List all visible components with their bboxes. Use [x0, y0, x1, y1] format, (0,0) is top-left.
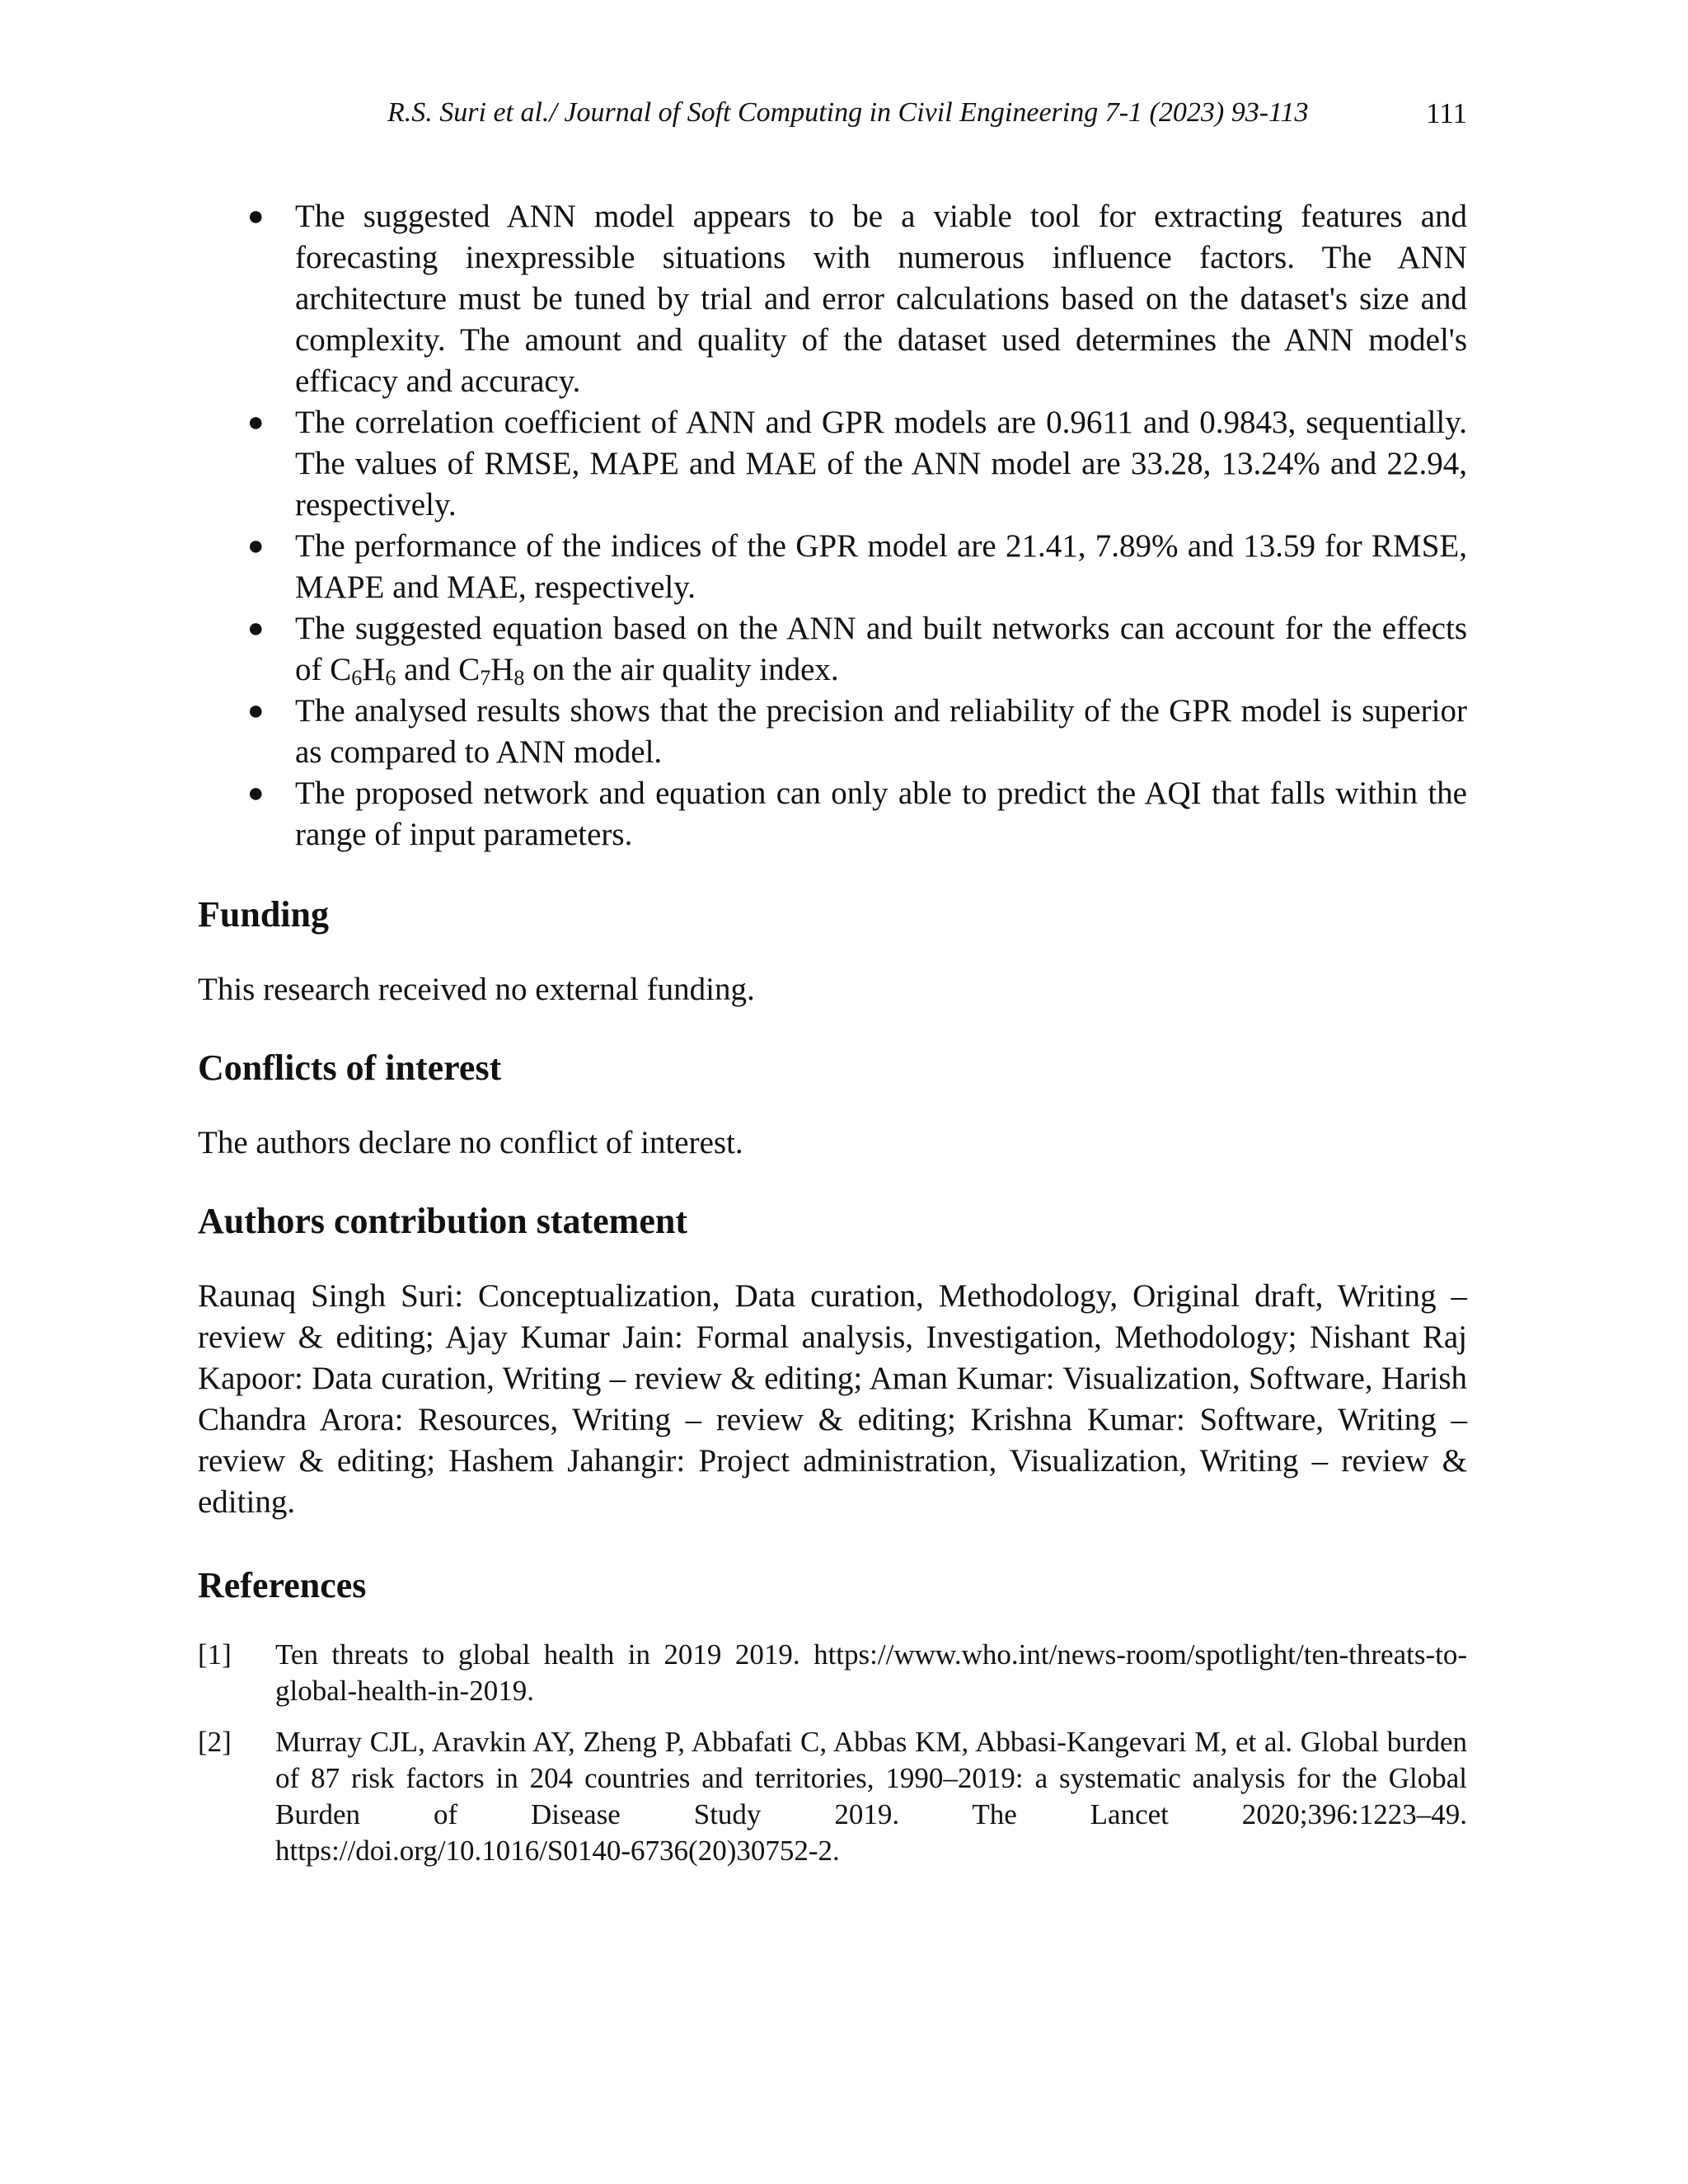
list-item-text: The correlation coefficient of ANN and GPR models are 0.9611 and 0.9843, sequentially.	[295, 405, 1467, 440]
funding-text: This research received no external funding.	[198, 972, 755, 1007]
bullet-icon: ●	[247, 613, 265, 644]
reference-number: [1]	[198, 1638, 232, 1671]
list-item	[198, 402, 1467, 526]
list-item-text: The values of RMSE, MAPE and MAE of the ANN model are 33.28, 13.24% and 22.94, respectively.	[295, 446, 1467, 523]
bullet-icon: ●	[247, 531, 265, 561]
running-header: R.S. Suri et al./ Journal of Soft Computing in Civil Engineering 7-1 (2023) 93-113	[387, 97, 1309, 128]
bullet-icon: ●	[247, 696, 265, 726]
reference-item	[198, 1637, 1467, 1709]
conclusions-list	[198, 196, 1467, 855]
reference-text: Murray CJL, Aravkin AY, Zheng P, Abbafati C, Abbas KM, Abbasi-Kangevari M, et al. Global burden of 87 risk factors in 204 countries and territories, 1990–2019: a systematic analysis for the Global Burden of Disease Study 2019. The Lancet 2020;396:1223–49.	[275, 1726, 1467, 1830]
conflicts-heading: Conflicts of interest	[198, 1047, 502, 1088]
reference-text: Ten threats to global health in 2019 2019. https://www.who.int/news-room/spotlight/ten-threats-to-global-health-in-2019.	[275, 1638, 1467, 1707]
list-item-text: The performance of the indices of the GPR model are 21.41, 7.89% and 13.59 for RMSE, MAPE and MAE, respectively.	[295, 528, 1467, 605]
contributions-text: Raunaq Singh Suri: Conceptualization, Data curation, Methodology, Original draft, Writing – review & editing; Ajay Kumar Jain: Formal analysis, Investigation, Methodology; Nishant Raj Kapoor: Data curation, Writing – review & editing; Aman Kumar: Visualization, Software, Harish Chandra Arora: Resources, Writing – review & editing; Krishna Kumar: Software, Writing – review & editing; Hashem Jahangir: Project administration, Visualization, Writing – review & editing.	[198, 1278, 1467, 1520]
list-item-text: The analysed results shows that the precision and reliability of the GPR model is superior as compared to ANN model.	[295, 693, 1467, 770]
references-list	[198, 1637, 1467, 1869]
page-content	[198, 196, 1467, 1884]
list-item-text: The proposed network and equation can only able to predict the AQI that falls within the range of input parameters.	[295, 776, 1467, 852]
list-item	[198, 608, 1467, 691]
list-item	[198, 773, 1467, 855]
bullet-icon: ●	[247, 778, 265, 808]
list-item	[198, 691, 1467, 773]
page-number: 111	[1426, 97, 1467, 129]
list-item-text: The suggested ANN model appears to be a viable tool for extracting features and forecasting inexpressible situations with numerous influence factors. The ANN architecture must be tuned by trial and error calculations based on the dataset's size and complexity. The amount and quality of the dataset used determines the ANN model's efficacy and accuracy.	[295, 199, 1467, 399]
contributions-heading: Authors contribution statement	[198, 1201, 687, 1241]
list-item	[198, 526, 1467, 608]
list-item-text: The suggested equation based on the ANN and built networks can account for the effects of $C_6H_6$ and $C_7H_8$ on the air quality index.	[295, 611, 1467, 690]
list-item	[198, 196, 1467, 402]
reference-doi: https://doi.org/10.1016/S0140-6736(20)30752-2.	[275, 1835, 840, 1867]
bullet-icon: ●	[247, 201, 265, 232]
references-heading: References	[198, 1565, 367, 1605]
reference-number: [2]	[198, 1726, 232, 1758]
funding-heading: Funding	[198, 894, 329, 935]
bullet-icon: ●	[247, 407, 265, 438]
reference-item	[198, 1724, 1467, 1869]
conflicts-text: The authors declare no conflict of interest.	[198, 1125, 743, 1160]
